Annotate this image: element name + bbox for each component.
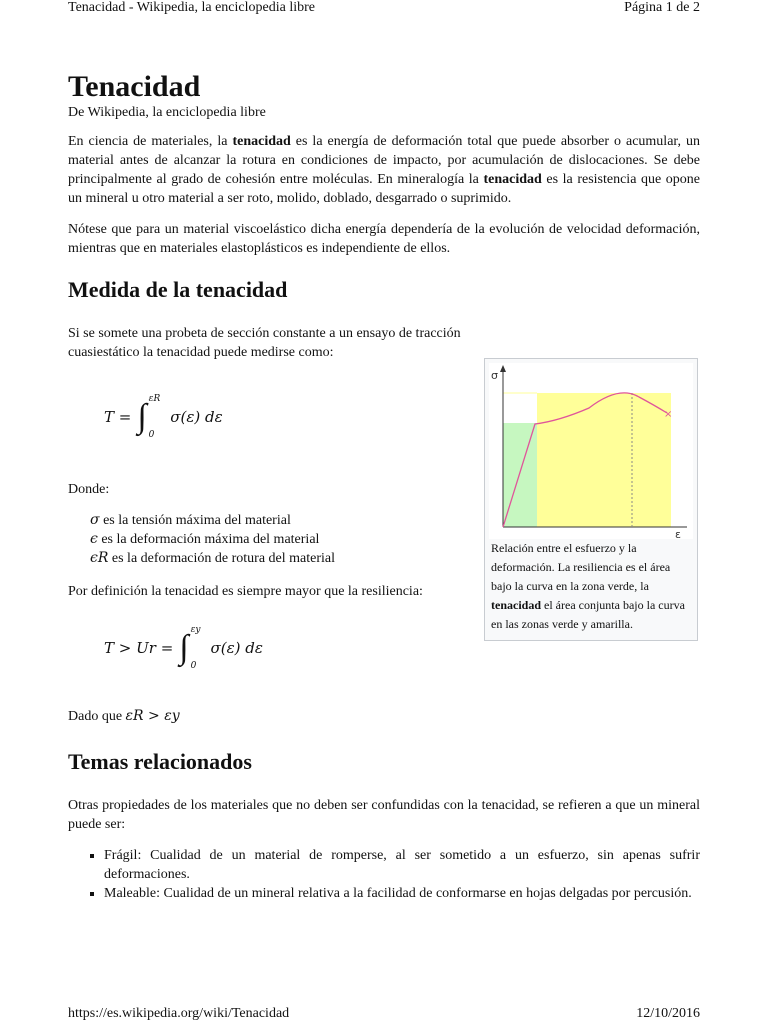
donde-label: Donde: — [68, 482, 110, 497]
footer-date: 12/10/2016 — [636, 1006, 700, 1021]
resilience-formula: T > Ur = ∫ εy 0 σ(ε) dε — [104, 625, 263, 671]
footer-url: https://es.wikipedia.org/wiki/Tenacidad — [68, 1006, 290, 1021]
list-item: ▪ Maleable: Cualidad de un mineral relativa a la facilidad de conformarse en hojas delgadas por percusión. — [104, 884, 700, 903]
page-title: Tenacidad — [68, 70, 201, 103]
stress-strain-figure — [484, 358, 698, 641]
related-list — [68, 846, 700, 903]
section-medida-body — [68, 324, 464, 726]
definicion-paragraph: Por definición la tenacidad es siempre mayor que la resiliencia: — [68, 584, 423, 599]
stress-strain-diagram — [489, 363, 693, 539]
yellow-zone — [537, 393, 671, 527]
figure-caption: Relación entre el esfuerzo y la deformación. La resiliencia es el área bajo la curva en la zona verde, la tenacidad el área conjunta bajo la curva en las zonas verde y amarilla. — [491, 541, 685, 631]
x-axis-label: ε — [675, 528, 681, 539]
intro-paragraph-2: Nótese que para un material viscoelástico dicha energía dependería de la evolución de velocidad deformación, mientras que en materiales elastoplásticos es independiente de ellos. — [68, 222, 700, 256]
list-item: ▪ Frágil: Cualidad de un material de romperse, al ser sometido a un esfuerzo, sin apenas sufrir deformaciones. — [104, 846, 700, 884]
print-footer — [68, 1006, 700, 1022]
section-heading-medida: Medida de la tenacidad — [68, 277, 288, 302]
definition-item: ϵR es la deformación de rotura del material — [90, 550, 336, 566]
medida-paragraph: Si se somete una probeta de sección constante a un ensayo de tracción cuasiestático la tenacidad puede medirse como: — [68, 326, 461, 360]
section-heading-temas: Temas relacionados — [68, 749, 252, 774]
article-body — [68, 70, 700, 903]
definition-item: ϵ es la deformación máxima del material — [90, 531, 320, 547]
definitions-list — [90, 511, 464, 568]
temas-paragraph: Otras propiedades de los materiales que no deben ser confundidas con la tenacidad, se refieren a que un mineral puede ser: — [68, 798, 700, 832]
rupture-mark: × — [664, 409, 673, 420]
dado-que-line: Dado que εR > εy — [68, 708, 180, 724]
intro-paragraph-1: En ciencia de materiales, la tenacidad es la energía de deformación total que puede absorber o acumular, un material antes de alcanzar la rotura en condiciones de impacto, por acumulación de dislocaciones. Se debe principalmente al grado de cohesión entre moléculas. En mineralogía la tenacidad es la resistencia que opone un mineral u otro material a ser roto, molido, doblado, desgarrado o suprimido. — [68, 134, 701, 206]
toughness-formula: T = ∫ εR 0 σ(ε) dε — [104, 394, 223, 440]
y-axis-label: σ — [491, 369, 498, 382]
page-subtitle: De Wikipedia, la enciclopedia libre — [68, 105, 266, 120]
definition-item: σ es la tensión máxima del material — [90, 512, 291, 528]
header-title: Tenacidad - Wikipedia, la enciclopedia libre — [68, 0, 315, 15]
header-page-number: Página 1 de 2 — [624, 0, 700, 15]
print-header — [68, 0, 700, 20]
